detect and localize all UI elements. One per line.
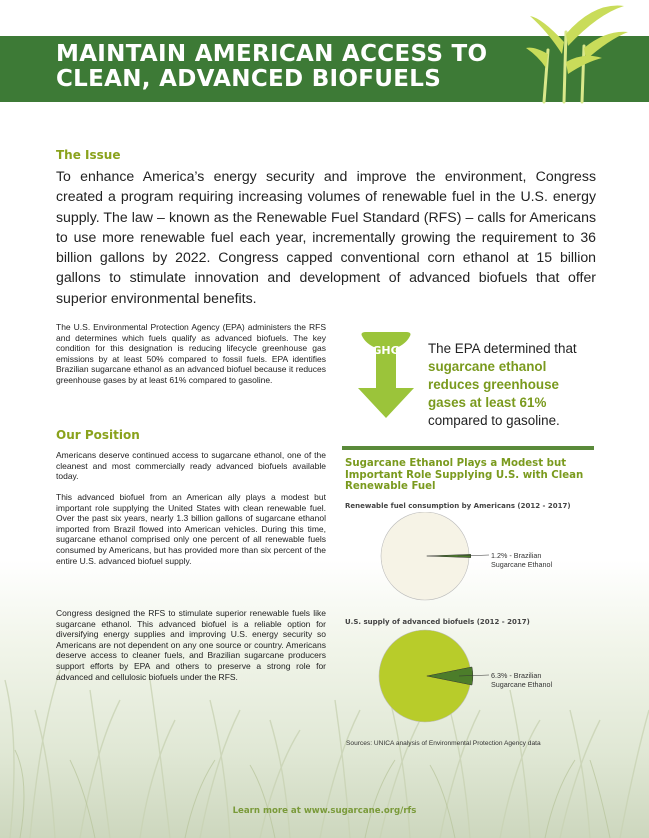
- chart-2: [345, 628, 595, 728]
- pie-1-label-line1: 1.2% - Brazilian: [491, 551, 542, 560]
- chart-2-subtitle: U.S. supply of advanced biofuels (2012 - 2017): [345, 618, 530, 626]
- callout-text-before: The EPA determined that: [428, 341, 577, 356]
- ghg-down-arrow-icon: [354, 332, 418, 420]
- footer-link[interactable]: Learn more at www.sugarcane.org/rfs: [232, 806, 417, 816]
- position-paragraph-2: This advanced biofuel from an American ally plays a modest but important role supplying the United States with clean renewable fuel. Over the past six years, nearly 1.3 billion gallons of sugarcane ethanol imported from Brazil flowed into American vehicles. During this time, sugarcane ethanol comprised only one percent of all renewable fuels consumed by Americans, but has provided more than six percent of the entire U.S. advanced biofuel supply.: [56, 492, 326, 566]
- position-heading: Our Position: [56, 428, 140, 442]
- ghg-badge: GHG: [372, 344, 400, 357]
- chart-1-subtitle: Renewable fuel consumption by Americans (2012 - 2017): [345, 502, 571, 510]
- issue-intro: To enhance America’s energy security and improve the environment, Congress created a program requiring increasing volumes of renewable fuel in the U.S. energy supply. The law – known as the Renewable Fuel Standard (RFS) – calls for Americans to use more renewable fuel each year, incrementally growing the requirement to 36 billion gallons by 2022. Congress capped conventional corn ethanol at 15 billion gallons to stimulate innovation and development of advanced biofuels that offer superior environmental benefits.: [56, 168, 596, 306]
- ghg-callout: [428, 340, 600, 430]
- issue-heading: The Issue: [56, 148, 121, 162]
- chart-source: Sources: UNICA analysis of Environmental Protection Agency data: [346, 740, 541, 747]
- sugarcane-icon: [524, 2, 634, 104]
- page-title: MAINTAIN AMERICAN ACCESS TO CLEAN, ADVANCED BIOFUELS: [56, 41, 488, 92]
- position-paragraph-1: Americans deserve continued access to sugarcane ethanol, one of the cleanest and most commercially ready advanced biofuels available today.: [56, 450, 326, 482]
- issue-paragraph: The U.S. Environmental Protection Agency (EPA) administers the RFS and determines which fuels qualify as advanced biofuels. The key condition for this designation is reducing lifecycle greenhouse gas emissions by at least 50% compared to fossil fuels. EPA identifies Brazilian sugarcane ethanol as an advanced biofuel because it reduces greenhouse gases by at least 61% compared to gasoline.: [56, 322, 326, 385]
- position-paragraph-3: Congress designed the RFS to stimulate superior renewable fuels like sugarcane ethanol. This advanced biofuel is a reliable option for diversifying energy supplies and improving U.S. energy security so Americans are not dependent on any one source or country. Americans deserve access to cleaner fuels, and Brazilian sugarcane producers support efforts by EPA and others to preserve a strong role for advanced and cellulosic biofuels under the RFS.: [56, 608, 326, 682]
- pie-1-label-line2: Sugarcane Ethanol: [491, 560, 553, 569]
- callout-highlight: sugarcane ethanol reduces greenhouse gases at least 61%: [428, 359, 559, 410]
- chart-title: Sugarcane Ethanol Plays a Modest but Important Role Supplying U.S. with Clean Renewable Fuel: [345, 458, 584, 493]
- chart-divider: [342, 446, 594, 450]
- pie-2-label-line2: Sugarcane Ethanol: [491, 680, 553, 689]
- callout-text-after: compared to gasoline.: [428, 413, 560, 428]
- pie-2-label-line1: 6.3% - Brazilian: [491, 671, 542, 680]
- chart-1: [345, 512, 595, 606]
